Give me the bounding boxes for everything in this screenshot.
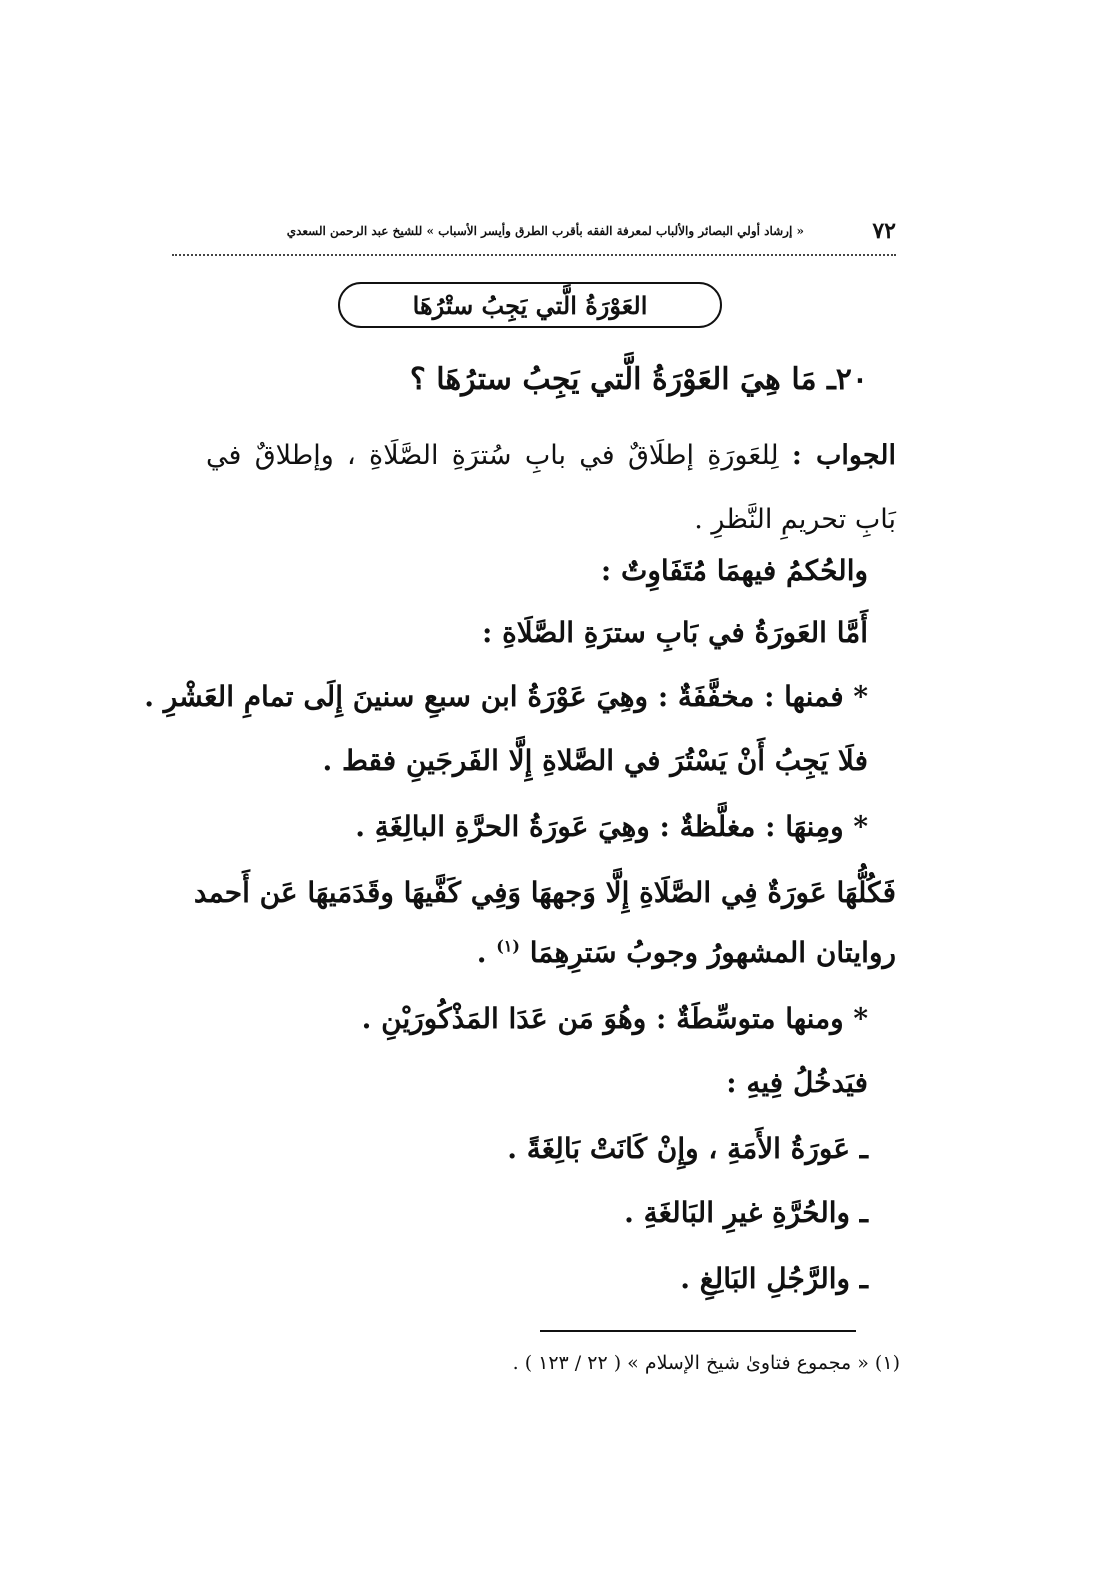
heavy-awrah-line: * ومِنهَا : مغلَّظةٌ : وهِيَ عَورَةُ الحرَّةِ البالِغَةِ .	[355, 810, 868, 843]
answer-paragraph	[206, 424, 896, 552]
heavy-awrah-ruling: فَكُلُّهَا عَورَةٌ فِي الصَّلَاةِ إِلَّا وَجههَا وَفِي كَفَّيهَا وقَدَمَيهَا عَن أَحمد	[193, 876, 896, 909]
page-number: ٧٢	[872, 218, 896, 244]
list-item-adult-man: ـ والرَّجُلِ البَالِغِ .	[680, 1262, 868, 1295]
line-end-period: .	[476, 936, 487, 969]
answer-text: لِلعَورَةِ إطلَاقٌ في بابِ سُترَةِ الصَّلَاةِ ، وإطلاقٌ في بَابِ تحريمِ النَّظرِ .	[206, 440, 896, 535]
running-header	[172, 218, 896, 248]
light-awrah-ruling: فلَا يَجِبُ أَنْ يَسْتُرَ في الصَّلاةِ إِلَّا الفَرجَينِ فقط .	[322, 744, 868, 777]
footnote-divider	[540, 1330, 856, 1332]
section-title: العَوْرَةُ الَّتي يَجِبُ ستْرُهَا	[338, 282, 722, 328]
answer-label: الجواب :	[791, 440, 896, 471]
includes-line: فيَدخُلُ فِيهِ :	[726, 1066, 868, 1099]
prayer-awrah-heading: أَمَّا العَورَةُ في بَابِ سترَةِ الصَّلَاةِ :	[481, 616, 868, 649]
ruling-intro: والحُكمُ فيهمَا مُتَفَاوِتٌ :	[600, 554, 868, 587]
two-narrations-line	[477, 936, 896, 970]
question-heading: ٢٠ـ مَا هِيَ العَوْرَةُ الَّتي يَجِبُ سترُهَا ؟	[409, 362, 868, 397]
book-title: « إرشاد أولي البصائر والألباب لمعرفة الفقه بأقرب الطرق وأيسر الأسباب » للشيخ عبد الرحمن السعدي	[286, 224, 804, 238]
header-divider	[172, 254, 896, 256]
list-item-slave-woman: ـ عَورَةُ الأَمَةِ ، وإِنْ كَانَتْ بَالِغَةً .	[507, 1132, 868, 1165]
list-item-free-girl: ـ والحُرَّةِ غيرِ البَالغَةِ .	[624, 1196, 868, 1229]
light-awrah-line: * فمنها : مخفَّفَةٌ : وهِيَ عَوْرَةُ ابن سبعِ سنينَ إِلَى تمامِ العَشْرِ .	[144, 680, 868, 713]
footnote-reference: (١)	[496, 936, 520, 956]
two-narrations-text: روايتان المشهورُ وجوبُ سَترِهِمَا	[529, 936, 896, 969]
footnote: (١) « مجموع فتاوىٰ شيخ الإسلام » ( ٢٢ / ١٢٣ ) .	[512, 1352, 900, 1374]
medium-awrah-line: * ومنها متوسِّطَةٌ : وهُوَ مَن عَدَا المَذْكُورَيْنِ .	[361, 1002, 868, 1035]
